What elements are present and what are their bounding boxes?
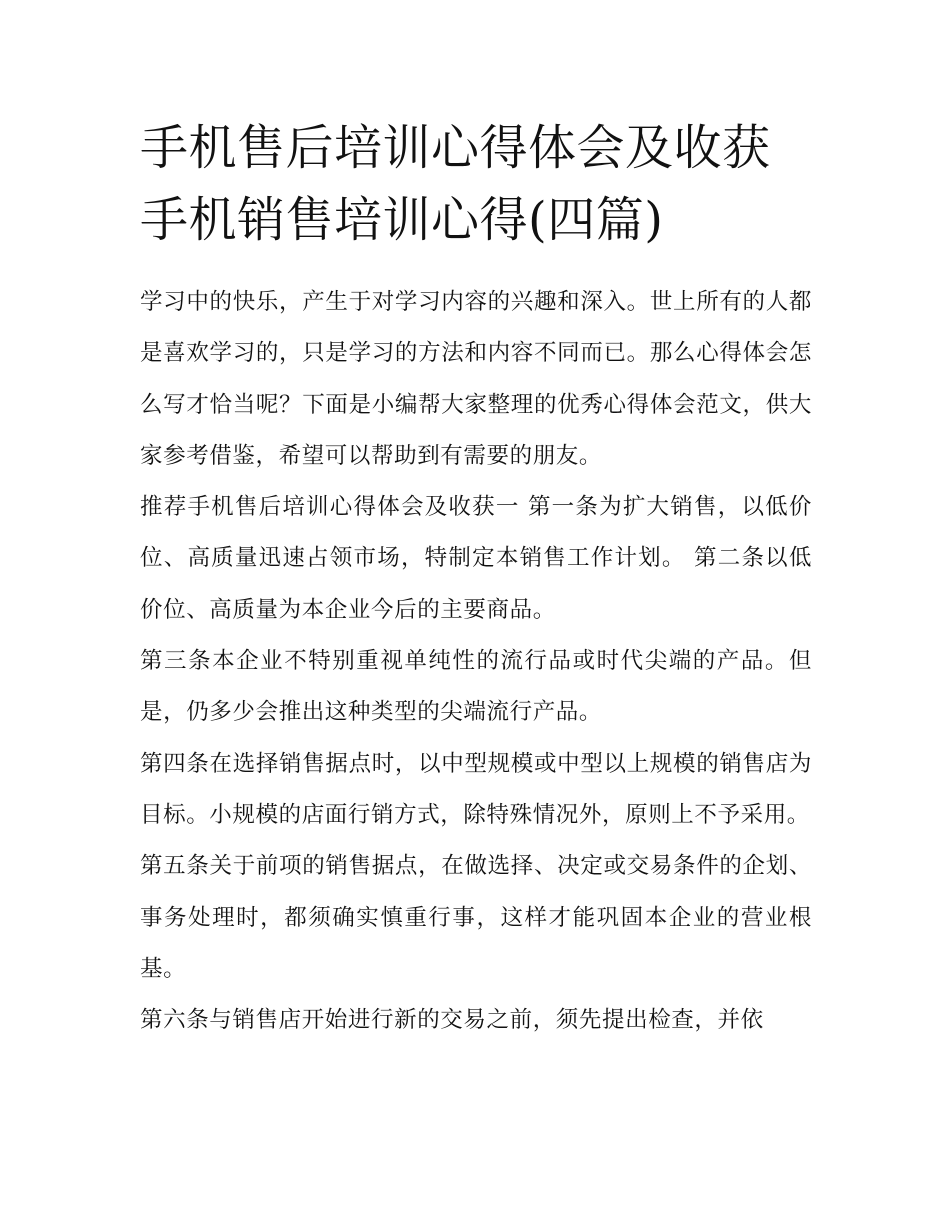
article-6-paragraph: 第六条与销售店开始进行新的交易之前，须先提出检查，并依 (140, 1007, 764, 1034)
document-title: 手机售后培训心得体会及收获手机销售培训心得(四篇) (140, 120, 771, 248)
article-4-paragraph: 第四条在选择销售据点时，以中型规模或中型以上规模的销售店为目标。小规模的店面行销方式，除特殊情况外，原则上不予采用。 (140, 750, 812, 828)
intro-paragraph: 学习中的快乐，产生于对学习内容的兴趣和深入。世上所有的人都是喜欢学习的，只是学习的方法和内容不同而已。那么心得体会怎么写才恰当呢？下面是小编帮大家整理的优秀心得体会范文，供大家参考借鉴，希望可以帮助到有需要的朋友。 (140, 289, 812, 469)
document-body (140, 277, 812, 1046)
article-3-paragraph: 第三条本企业不特别重视单纯性的流行品或时代尖端的产品。但是，仍多少会推出这种类型的尖端流行产品。 (140, 648, 812, 726)
article-5-paragraph: 第五条关于前项的销售据点，在做选择、决定或交易条件的企划、事务处理时，都须确实慎重行事，这样才能巩固本企业的营业根基。 (140, 853, 812, 982)
article-1-2-paragraph: 推荐手机售后培训心得体会及收获一 第一条为扩大销售，以低价位、高质量迅速占领市场，特制定本销售工作计划。 第二条以低价位、高质量为本企业今后的主要商品。 (140, 494, 812, 623)
